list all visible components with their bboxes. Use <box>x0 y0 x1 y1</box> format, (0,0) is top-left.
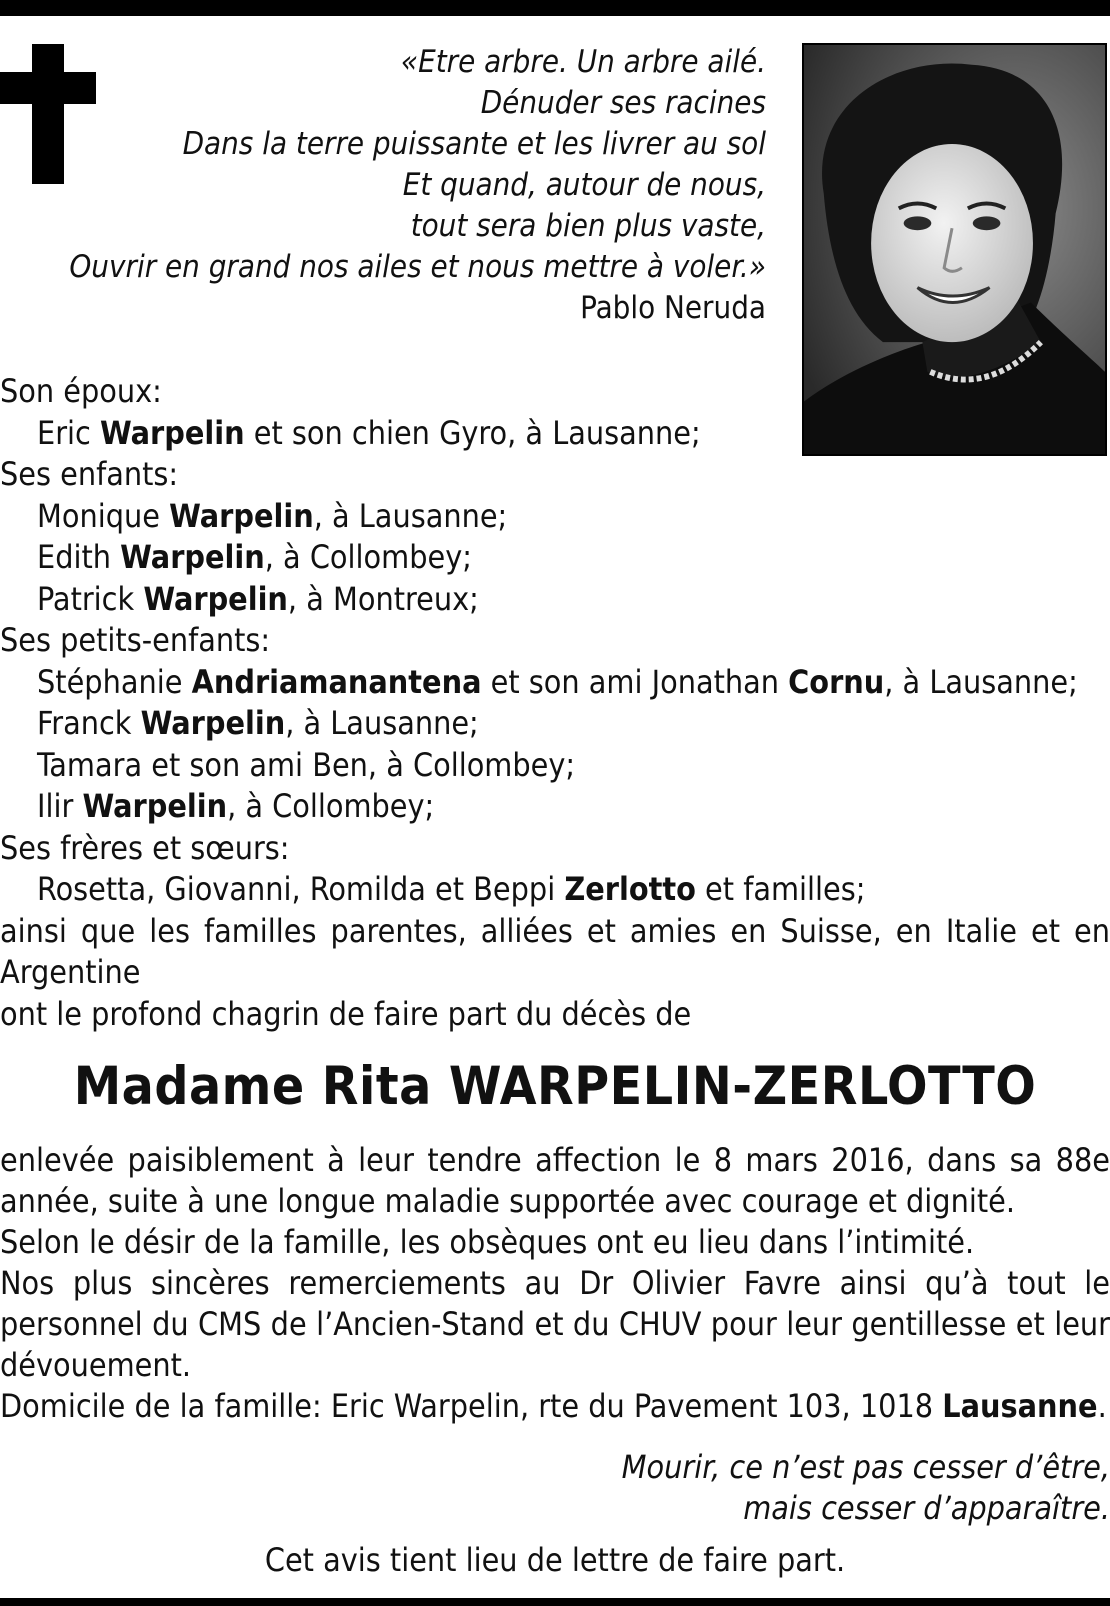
top-rule <box>0 0 1110 16</box>
bottom-rule <box>0 1598 1110 1606</box>
closing-line: mais cesser d’apparaître. <box>743 1489 1110 1527</box>
poem-quote <box>0 42 766 329</box>
passing-text: enlevée paisiblement à leur tendre affection le 8 mars 2016, dans sa 88e année, suite à une longue maladie supportée avec courage et dignité. <box>0 1141 1110 1220</box>
grandchild-entry: Ilir Warpelin, à Collombey; <box>37 787 435 825</box>
closing-quote <box>622 1447 1110 1529</box>
poem-line: tout sera bien plus vaste, <box>410 208 766 244</box>
thanks-text: Nos plus sincères remerciements au Dr Olivier Favre ainsi qu’à tout le personnel du CMS de l’Ancien-Stand et du CHUV pour leur gentillesse et leur dévouement. <box>0 1264 1110 1384</box>
poem-line: «Etre arbre. Un arbre ailé. <box>400 44 766 80</box>
child-entry: Edith Warpelin, à Collombey; <box>37 538 472 576</box>
deceased-name: Madame Rita WARPELIN-ZERLOTTO <box>73 1056 1037 1117</box>
grandchild-entry: Franck Warpelin, à Lausanne; <box>37 704 479 742</box>
poem-line: Et quand, autour de nous, <box>402 167 766 203</box>
poem-line: Ouvrir en grand nos ailes et nous mettre à voler.» <box>69 249 766 285</box>
spouse-heading: Son époux: <box>0 372 162 410</box>
grandchild-entry: Tamara et son ami Ben, à Collombey; <box>37 745 576 784</box>
siblings-heading: Ses frères et sœurs: <box>0 828 290 867</box>
poem-line: Dénuder ses racines <box>480 85 766 121</box>
child-entry: Patrick Warpelin, à Montreux; <box>37 579 479 618</box>
announcement-text: ont le profond chagrin de faire part du décès de <box>0 994 692 1033</box>
spouse-entry: Eric Warpelin et son chien Gyro, à Lausanne; <box>37 413 701 452</box>
children-heading: Ses enfants: <box>0 455 179 493</box>
grandchildren-heading: Ses petits-enfants: <box>0 621 271 659</box>
poem-line: Dans la terre puissante et les livrer au sol <box>182 126 766 162</box>
poem-author: Pablo Neruda <box>580 290 766 326</box>
closing-line: Mourir, ce n’est pas cesser d’être, <box>621 1448 1110 1486</box>
notice-body <box>0 1140 1110 1427</box>
address-text: Domicile de la famille: Eric Warpelin, rte du Pavement 103, 1018 Lausanne. <box>0 1387 1107 1425</box>
relatives-text: ainsi que les familles parentes, alliées et amies en Suisse, en Italie et en Argentine <box>0 911 1110 991</box>
siblings-entry: Rosetta, Giovanni, Romilda et Beppi Zerlotto et familles; <box>37 870 866 908</box>
child-entry: Monique Warpelin, à Lausanne; <box>37 496 508 535</box>
notice-footer: Cet avis tient lieu de lettre de faire part. <box>264 1541 846 1579</box>
funeral-text: Selon le désir de la famille, les obsèques ont eu lieu dans l’intimité. <box>0 1223 975 1261</box>
family-list <box>0 371 1110 1035</box>
grandchild-entry: Stéphanie Andriamanantena et son ami Jonathan Cornu, à Lausanne; <box>37 662 1078 701</box>
